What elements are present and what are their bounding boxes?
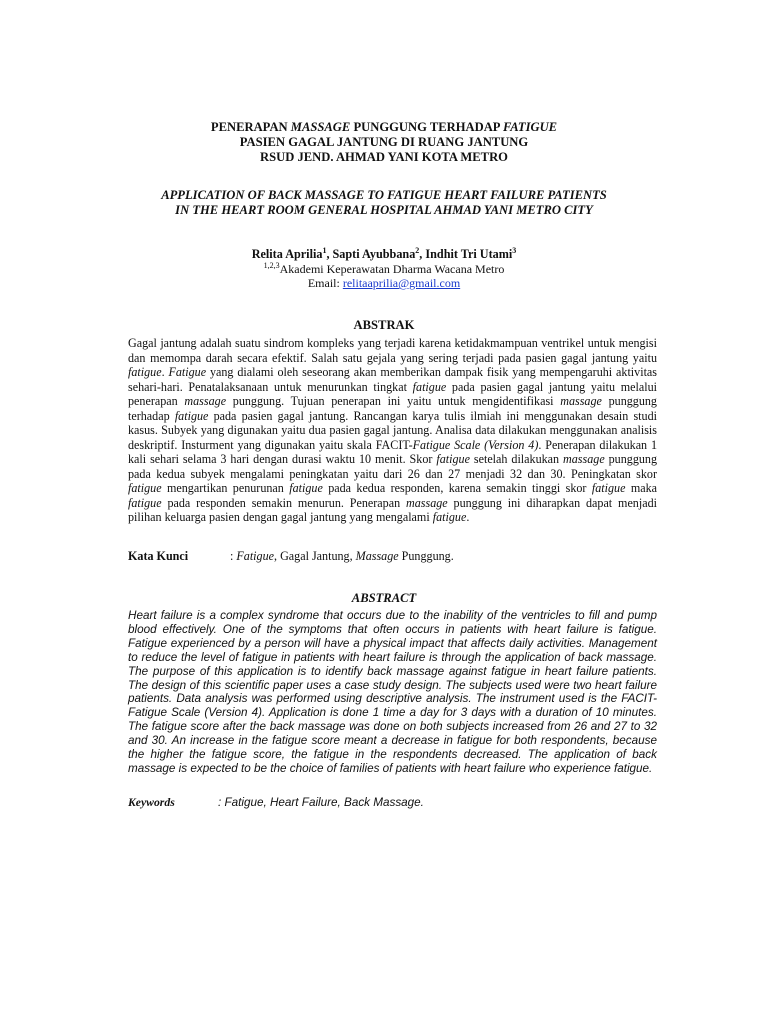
title-id-line-1 — [100, 120, 668, 135]
affiliation — [100, 262, 668, 276]
email-line — [100, 276, 668, 290]
author-separator: , — [419, 247, 426, 261]
text-segment: yang dialami oleh seseorang akan memberikan dampak fisik yang mempengaruhi aktivitas sehari-hari. Penatalaksanaan untuk menurunkan tingkat — [128, 365, 657, 394]
text-segment: mengartikan penurunan — [161, 481, 290, 495]
affiliation-sup: 1,2,3 — [263, 261, 280, 270]
text-segment: punggung terhadap — [128, 394, 657, 423]
text-segment: , Gagal Jantung, — [274, 549, 356, 563]
italic-term: fatigue — [289, 481, 323, 495]
italic-term: Fatigue Scale (Version 4) — [412, 437, 539, 452]
text-segment: punggung. Tujuan penerapan ini yaitu untuk mengidentifikasi — [226, 394, 561, 408]
author-name: Relita Aprilia — [251, 247, 323, 261]
title-id-line-3: RSUD JEND. AHMAD YANI KOTA METRO — [260, 150, 508, 164]
author-sup: 1 — [322, 245, 327, 255]
italic-term: fatigue — [128, 365, 162, 379]
author-list — [100, 247, 668, 262]
title-id-part: PENERAPAN — [210, 120, 291, 134]
title-en-line-1: APPLICATION OF BACK MASSAGE TO FATIGUE HEART FAILURE PATIENTS — [161, 188, 607, 202]
text-segment: setelah dilakukan — [469, 452, 564, 466]
keywords-label: Keywords — [128, 796, 175, 809]
italic-term: fatigue — [591, 481, 626, 495]
abstrak-heading: ABSTRAK — [353, 318, 415, 332]
text-segment: pada pasien gagal jantung. Rancangan karya tulis ilmiah ini menggunakan desain studi kasus. Subyek yang digunakan yaitu dua pasien gagal jantung. Analisa data dilakukan menggunakan analisis deskriptif. Insturment yang digunakan yaitu skala FACIT- — [128, 408, 657, 452]
italic-term: massage — [563, 452, 605, 466]
italic-term: fatigue — [412, 379, 447, 394]
author-sup: 2 — [415, 245, 420, 255]
title-id-part-italic: FATIGUE — [502, 120, 558, 134]
italic-term: Fatigue — [168, 365, 207, 379]
kata-kunci-line — [128, 549, 657, 564]
text-segment: maka — [625, 481, 658, 495]
abstrak-body — [128, 336, 657, 525]
keywords-line — [128, 796, 657, 810]
italic-term: fatigue — [432, 510, 467, 524]
email-label: Email: — [307, 276, 343, 290]
text-segment: pada kedua responden, karena semakin tinggi skor — [322, 481, 592, 495]
italic-term: Massage — [355, 549, 399, 563]
author-separator: , — [326, 247, 333, 261]
title-id-part-italic: MASSAGE — [290, 120, 351, 134]
text-segment: punggung ini diharapkan dapat menjadi pilihan keluarga pasien dengan gagal jantung yang mengalami — [128, 495, 657, 524]
kata-kunci-separator: : — [230, 549, 237, 563]
email-link[interactable]: relitaaprilia@gmail.com — [342, 276, 461, 290]
text-segment: . Penerapan dilakukan 1 kali sehari selama 3 hari dengan durasi waktu 10 menit. Skor — [128, 437, 657, 466]
italic-term: massage — [184, 394, 227, 408]
italic-term: fatigue — [128, 495, 162, 510]
author-sup: 3 — [512, 245, 517, 255]
text-segment: Gagal jantung adalah suatu sindrom kompleks yang terjadi karena ketidakmampuan ventrikel untuk mengisi dan memompa darah secara efektif. Salah satu gejala yang sering terjadi pada pasien gagal jantung yaitu — [128, 336, 657, 365]
title-english — [100, 188, 668, 218]
text-segment: . — [161, 365, 169, 379]
abstract-body: Heart failure is a complex syndrome that occurs due to the inability of the ventricles to fill and pump blood effectively. One of the symptoms that often occurs in patients with heart failure is fatigue. Fatigue experienced by a person will have a physical impact that affects daily activities. Management to reduce the level of fatigue in patients with heart failure is through the application of back massage. The purpose of this application is to identify back massage against fatigue in heart failure patients. The design of this scientific paper uses a case study design. The subjects used were two heart failure patients. Data analysis was performed using descriptive analysis. The instrument used is the FACIT-Fatigue Scale (Version 4). Application is done 1 time a day for 3 days with a duration of 10 minutes. The fatigue score after the back massage was done on both subjects increased from 26 and 27 to 32 and 30. An increase in the fatigue score meant a decrease in fatigue for both respondents, because the higher the fatigue score, the fatigue in the respondents decreased. The application of back massage is expected to be the choice of families of patients with heart failure who experience fatigue. — [128, 609, 657, 775]
abstract-heading: ABSTRACT — [351, 591, 417, 605]
text-segment: punggung pada kedua subyek mengalami peningkatan yaitu dari 26 dan 27 menjadi 32 dan 30. Peningkatan skor — [128, 452, 658, 481]
title-id-line-2: PASIEN GAGAL JANTUNG DI RUANG JANTUNG — [239, 135, 529, 149]
italic-term: fatigue — [128, 481, 162, 495]
affiliation-text: Akademi Keperawatan Dharma Wacana Metro — [279, 262, 505, 276]
title-id-part: PUNGGUNG TERHADAP — [350, 120, 503, 134]
text-segment: . — [466, 510, 470, 524]
italic-term: Fatigue — [236, 549, 275, 563]
text-segment: pada pasien gagal jantung yaitu melalui penerapan — [128, 379, 657, 408]
author-name: Indhit Tri Utami — [425, 247, 513, 261]
italic-term: fatigue — [436, 452, 470, 466]
text-segment: pada responden semakin menurun. Penerapan — [161, 495, 406, 510]
title-indonesian — [100, 120, 668, 165]
author-name: Sapti Ayubbana — [332, 247, 416, 261]
title-en-line-2: IN THE HEART ROOM GENERAL HOSPITAL AHMAD YANI METRO CITY — [175, 203, 593, 217]
kata-kunci-label: Kata Kunci — [128, 549, 189, 563]
kata-kunci-terms — [236, 549, 453, 563]
italic-term: massage — [406, 495, 448, 510]
italic-term: fatigue — [174, 408, 209, 423]
text-segment: Punggung. — [398, 549, 454, 563]
keywords-terms: : Fatigue, Heart Failure, Back Massage. — [218, 796, 424, 809]
italic-term: massage — [560, 394, 602, 408]
